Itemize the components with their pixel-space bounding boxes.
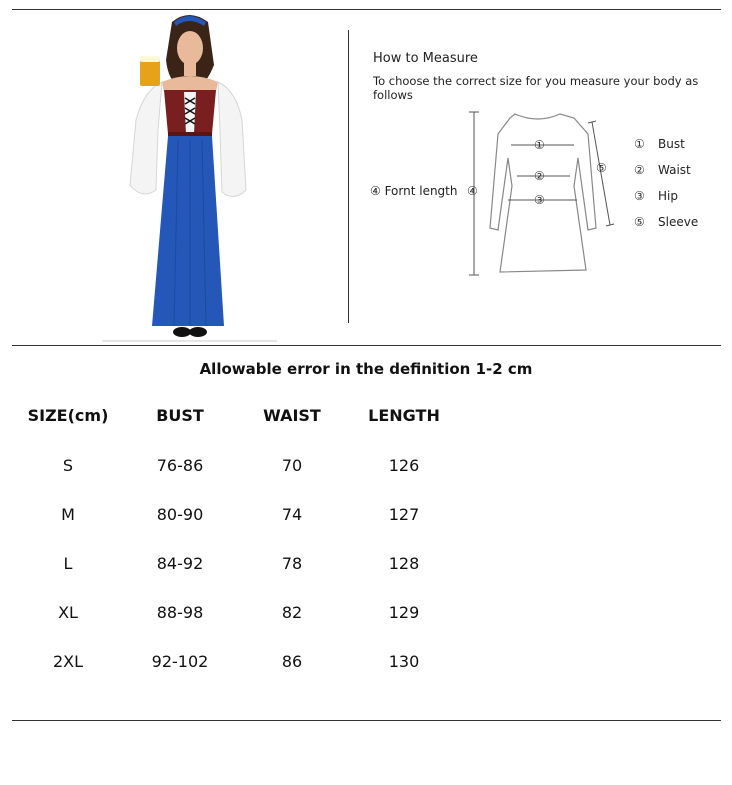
measurement-diagram	[360, 100, 720, 285]
front-length-label: ④ Fornt length	[370, 184, 458, 198]
table-cell-length: 130	[388, 652, 420, 671]
legend-label: Waist	[658, 163, 691, 177]
table-cell-waist: 78	[281, 554, 303, 573]
legend	[634, 137, 698, 229]
legend-mark: ③	[634, 189, 645, 203]
legend-mark: ②	[634, 163, 645, 177]
table-cell-bust: 88-98	[156, 603, 204, 622]
table-cell-length: 128	[388, 554, 420, 573]
length-mark: ④	[467, 184, 478, 198]
legend-label: Sleeve	[658, 215, 699, 229]
table-cell-waist: 74	[281, 505, 303, 524]
legend-label: Hip	[658, 189, 678, 203]
legend-label: Bust	[658, 137, 685, 151]
product-photo	[96, 10, 282, 344]
waist-mark: ②	[534, 169, 545, 183]
table-cell-waist: 70	[281, 456, 303, 475]
hip-mark: ③	[534, 193, 545, 207]
table-header: BUST	[156, 406, 204, 425]
table-cell-size: 2XL	[52, 652, 84, 671]
middle-divider	[12, 345, 721, 346]
table-cell-size: M	[61, 505, 75, 524]
sleeve-mark: ⑤	[596, 161, 607, 175]
table-header: LENGTH	[368, 406, 440, 425]
section-divider	[348, 30, 349, 323]
table-cell-size: XL	[58, 603, 78, 622]
table-cell-waist: 86	[281, 652, 303, 671]
table-cell-bust: 84-92	[156, 554, 204, 573]
table-header: SIZE(cm)	[27, 406, 109, 425]
tolerance-note: Allowable error in the definition 1-2 cm	[199, 360, 533, 378]
table-cell-waist: 82	[281, 603, 303, 622]
table-cell-length: 126	[388, 456, 420, 475]
legend-mark: ⑤	[634, 215, 645, 229]
measure-title: How to Measure	[373, 51, 478, 66]
measure-subtitle: To choose the correct size for you measure your body as follows	[373, 74, 699, 102]
table-cell-length: 127	[388, 505, 420, 524]
table-cell-bust: 76-86	[156, 456, 204, 475]
table-cell-size: S	[62, 456, 74, 475]
table-cell-bust: 80-90	[156, 505, 204, 524]
bottom-divider	[12, 720, 721, 721]
table-cell-size: L	[63, 554, 73, 573]
table-header: WAIST	[263, 406, 321, 425]
legend-mark: ①	[634, 137, 645, 151]
bust-mark: ①	[534, 138, 545, 152]
table-cell-bust: 92-102	[151, 652, 209, 671]
table-cell-length: 129	[388, 603, 420, 622]
